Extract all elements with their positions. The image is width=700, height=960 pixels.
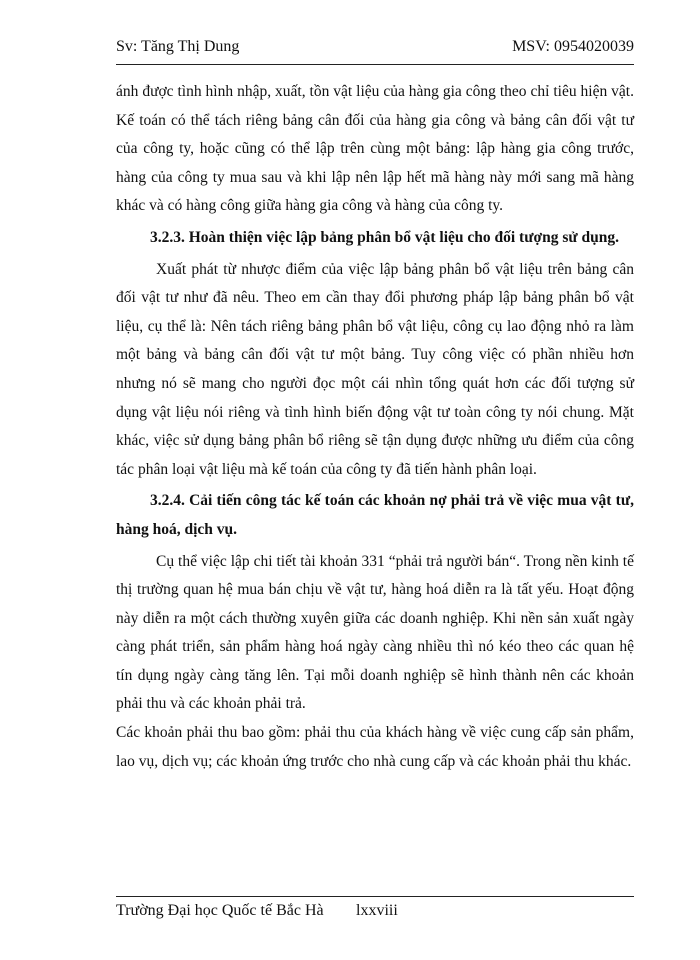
page-footer bbox=[116, 902, 398, 920]
paragraph-receivables: Các khoản phải thu bao gồm: phải thu của khách hàng về việc cung cấp sản phẩm, lao vụ, dịch vụ; các khoản ứng trước cho nhà cung cấp và các khoản phải thu khác. bbox=[116, 724, 634, 770]
header-divider bbox=[116, 64, 634, 65]
section-heading-3-2-3: 3.2.3. Hoàn thiện việc lập bảng phân bổ vật liệu cho đối tượng sử dụng. bbox=[150, 228, 620, 246]
document-body bbox=[116, 78, 634, 776]
student-id: MSV: 0954020039 bbox=[512, 38, 634, 55]
page-number: lxxviii bbox=[356, 902, 398, 919]
school-name: Trường Đại học Quốc tế Bắc Hà bbox=[116, 902, 324, 919]
paragraph-continuation: ánh được tình hình nhập, xuất, tồn vật liệu của hàng gia công theo chỉ tiêu hiện vật. Kế toán có thể tách riêng bảng cân đối của hàng gia công và bảng cân đối vật tư của công ty, hoặc cũng có thể lập trên cùng một bảng: lập hàng gia công trước, hàng của công ty mua sau và khi lập nên lập hết mã hàng này mới sang mã hàng khác và có hàng công giữa hàng gia công và hàng của công ty. bbox=[116, 83, 634, 215]
page-header bbox=[116, 38, 634, 62]
student-name: Sv: Tăng Thị Dung bbox=[116, 38, 240, 55]
section-heading-3-2-4: 3.2.4. Cải tiến công tác kế toán các khoản nợ phải trả về việc mua vật tư, hàng hoá, dịch vụ. bbox=[116, 492, 634, 538]
footer-divider bbox=[116, 896, 634, 897]
paragraph-account-331: Cụ thể việc lập chi tiết tài khoản 331 “phải trả người bán“. Trong nền kinh tế thị trường quan hệ mua bán chịu về vật tư, hàng hoá diễn ra là tất yếu. Hoạt động này diễn ra một cách thường xuyên giữa các doanh nghiệp. Khi nền sản xuất ngày càng phát triển, sản phẩm hàng hoá ngày càng nhiều thì nó kéo theo các quan hệ tín dụng ngày càng tăng lên. Tại mỗi doanh nghiệp sẽ hình thành nên các khoản phải thu và các khoản phải trả. bbox=[116, 552, 634, 713]
paragraph-allocation: Xuất phát từ nhược điểm của việc lập bảng phân bổ vật liệu trên bảng cân đối vật tư như đã nêu. Theo em cần thay đổi phương pháp lập bảng phân bổ vật liệu, cụ thể là: Nên tách riêng bảng phân bổ vật liệu, công cụ lao động nhỏ ra làm một bảng và bảng cân đối vật tư một bảng. Tuy công việc có phần nhiều hơn nhưng nó sẽ mang cho người đọc một cái nhìn tổng quát hơn các đối tượng sử dụng vật liệu nói riêng và tình hình biến động vật tư toàn công ty nói chung. Mặt khác, việc sử dụng bảng phân bổ riêng sẽ tận dụng được những ưu điểm của công tác phân loại vật liệu mà kế toán của công ty đã tiến hành phân loại. bbox=[116, 260, 634, 478]
